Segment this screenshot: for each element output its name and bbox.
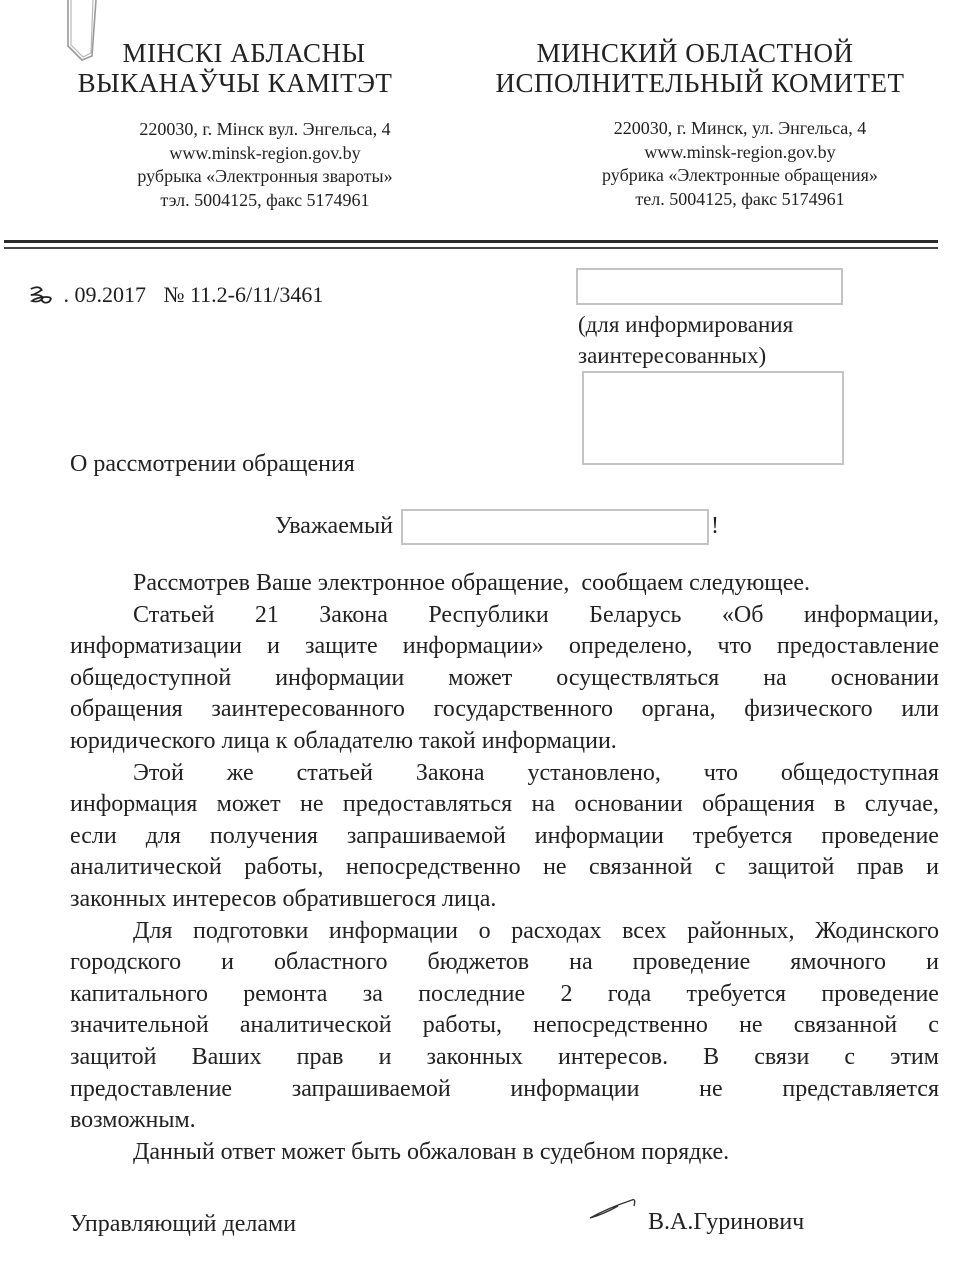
body-word: и bbox=[378, 1044, 392, 1070]
body-word: и bbox=[267, 633, 280, 660]
body-word: в bbox=[834, 791, 846, 818]
body-word: информации» bbox=[402, 633, 544, 660]
body-line bbox=[133, 568, 939, 600]
redacted-recipient-name bbox=[576, 268, 843, 305]
body-word: районных, bbox=[687, 917, 795, 944]
redacted-recipient-address bbox=[582, 371, 844, 465]
body-word: прав bbox=[856, 854, 904, 881]
body-word: для bbox=[145, 822, 181, 849]
body-word: же bbox=[226, 759, 254, 786]
body-word: года bbox=[607, 980, 652, 1007]
signatory-position: Управляющий делами bbox=[70, 1211, 297, 1237]
body-word: защите bbox=[305, 633, 378, 660]
body-line bbox=[70, 947, 939, 979]
body-word: общедоступной bbox=[70, 664, 232, 691]
body-line bbox=[133, 758, 939, 790]
handwritten-day bbox=[27, 283, 61, 308]
body-word: информация bbox=[70, 791, 198, 818]
body-word: 21 bbox=[254, 601, 279, 628]
body-line bbox=[70, 979, 939, 1011]
greeting bbox=[275, 509, 719, 545]
body-word: городского bbox=[70, 949, 182, 976]
body-text: законных интересов обратившегося лица. bbox=[70, 886, 497, 912]
body-word: что bbox=[703, 759, 739, 786]
body-word: что bbox=[717, 633, 752, 660]
body-word: и bbox=[926, 949, 939, 976]
body-word: последние bbox=[418, 980, 526, 1007]
body-word: ямочного bbox=[790, 949, 887, 976]
body-word: на bbox=[763, 664, 787, 691]
body-word: Республики bbox=[428, 601, 549, 628]
body-word: не bbox=[300, 791, 324, 818]
body-word: защитой bbox=[747, 854, 835, 881]
address-ru: 220030, г. Минск, ул. Энгельса, 4 bbox=[613, 118, 867, 138]
body-line bbox=[70, 694, 939, 726]
body-word: на bbox=[569, 949, 593, 976]
body-word: аналитической bbox=[239, 1012, 392, 1039]
body-word: капитального bbox=[70, 980, 208, 1007]
greeting-suffix: ! bbox=[711, 513, 719, 540]
body-word: предоставляться bbox=[342, 791, 513, 818]
body-word: получения bbox=[209, 822, 318, 849]
body-line bbox=[70, 884, 939, 916]
body-text: Данный ответ может быть обжалован в судебном порядке. bbox=[133, 1138, 730, 1165]
body-word: информации, bbox=[803, 601, 939, 628]
body-word: может bbox=[216, 791, 281, 818]
body-word: 2 bbox=[560, 980, 573, 1007]
body-word: проведение bbox=[821, 980, 939, 1007]
body-word: может bbox=[448, 664, 513, 691]
body-word: проведение bbox=[821, 822, 939, 849]
body-word: не bbox=[739, 1012, 763, 1039]
body-word: законных bbox=[426, 1044, 523, 1070]
body-word: информатизации bbox=[70, 633, 242, 660]
body-word: Этой bbox=[133, 759, 184, 786]
body-word: значительной bbox=[70, 1012, 209, 1039]
body-word: защитой bbox=[70, 1044, 157, 1070]
body-word: аналитической bbox=[70, 854, 222, 881]
body-word: государственного bbox=[433, 696, 613, 723]
body-line bbox=[70, 1074, 939, 1106]
body-line bbox=[70, 789, 939, 821]
body-word: расходах bbox=[511, 917, 602, 944]
body-text: Рассмотрев Ваше электронное обращение, сообщаем следующее. bbox=[133, 570, 811, 596]
body-word: на bbox=[531, 791, 556, 818]
rubric-ru: рубрика «Электронные обращения» bbox=[602, 165, 878, 185]
body-text: юридического лица к обладателю такой информации. bbox=[70, 728, 617, 754]
body-word: Закона bbox=[415, 759, 485, 786]
body-word: бюджетов bbox=[427, 949, 530, 976]
body-word: Для bbox=[133, 917, 173, 944]
org-name-by-line1: МІНСКІ АБЛАСНЫ bbox=[122, 38, 366, 68]
body-word: непосредственно bbox=[533, 1012, 708, 1039]
body-word: работы, bbox=[244, 854, 324, 881]
body-line bbox=[70, 1010, 939, 1042]
body-word: ремонта bbox=[243, 980, 328, 1007]
handwritten-day-icon bbox=[27, 285, 61, 305]
body-word: запрашиваемой bbox=[291, 1075, 451, 1102]
body-word: органа, bbox=[641, 696, 716, 723]
website-ru: www.minsk-region.gov.by bbox=[644, 141, 836, 162]
header-right bbox=[470, 38, 930, 98]
body-word: В bbox=[703, 1044, 720, 1070]
body-word: требуется bbox=[692, 822, 793, 849]
body-word: требуется bbox=[686, 980, 787, 1007]
body-word: Беларусь bbox=[589, 601, 682, 628]
body-text: возможным. bbox=[70, 1107, 196, 1134]
body-word: информации bbox=[275, 664, 405, 691]
body-word: и bbox=[221, 949, 234, 976]
header-divider-thin bbox=[4, 247, 938, 249]
body-word: связанной bbox=[589, 854, 693, 881]
handwritten-signature-icon bbox=[588, 1194, 638, 1224]
body-word: с bbox=[928, 1012, 939, 1039]
body-word: связанной bbox=[793, 1012, 898, 1039]
body-word: не bbox=[543, 854, 567, 881]
body-line bbox=[70, 821, 939, 853]
body-word: или bbox=[901, 696, 939, 723]
body-word: заинтересованного bbox=[211, 696, 405, 723]
body-word: основании bbox=[830, 664, 939, 691]
address-by: 220030, г. Мінск вул. Энгельса, 4 bbox=[139, 119, 391, 139]
body-word: информации bbox=[534, 822, 664, 849]
body-word: связи bbox=[754, 1044, 810, 1070]
header-left-contacts bbox=[60, 118, 470, 212]
body-word: предоставление bbox=[776, 633, 939, 660]
body-word: и bbox=[926, 854, 939, 881]
redacted-addressee-name bbox=[401, 509, 709, 545]
body-line bbox=[70, 663, 939, 695]
recipient-note-line1: (для информирования bbox=[578, 312, 794, 337]
body-word: этим bbox=[890, 1044, 939, 1070]
document-date-number bbox=[30, 282, 323, 308]
document-number: № 11.2-6/11/3461 bbox=[163, 282, 324, 307]
header-right-contacts bbox=[530, 117, 950, 211]
body-word: представляется bbox=[782, 1075, 939, 1102]
body-line bbox=[70, 852, 939, 884]
body-word: случае, bbox=[864, 791, 939, 818]
body-word: обращения bbox=[70, 696, 183, 723]
recipient-note bbox=[578, 309, 793, 371]
recipient-note-line2: заинтересованных) bbox=[578, 343, 767, 368]
document-date: . 09.2017 bbox=[63, 282, 146, 307]
body-line bbox=[70, 1105, 939, 1137]
greeting-prefix: Уважаемый bbox=[275, 513, 393, 540]
body-word: с bbox=[844, 1044, 856, 1070]
body-word: Статьей bbox=[133, 601, 215, 628]
body-word: запрашиваемой bbox=[346, 822, 506, 849]
website-by: www.minsk-region.gov.by bbox=[169, 142, 361, 163]
body-word: предоставление bbox=[70, 1075, 233, 1102]
body-word: статьей bbox=[296, 759, 373, 786]
body-word: не bbox=[699, 1075, 723, 1102]
body-word: если bbox=[70, 822, 117, 849]
org-name-ru-line1: МИНСКИЙ ОБЛАСТНОЙ bbox=[536, 38, 854, 68]
body-line bbox=[133, 1137, 939, 1169]
phone-ru: тел. 5004125, факс 5174961 bbox=[635, 188, 845, 209]
body-word: определено, bbox=[568, 633, 693, 660]
body-word: всех bbox=[622, 917, 667, 944]
body-word: общедоступная bbox=[780, 759, 939, 786]
org-name-by-line2: ВЫКАНАЎЧЫ КАМІТЭТ bbox=[77, 68, 393, 98]
body-word: обращения bbox=[702, 791, 815, 818]
body-word: информации bbox=[328, 917, 459, 944]
body-word: осуществляться bbox=[556, 664, 720, 691]
body-word: Жодинского bbox=[815, 917, 939, 944]
phone-by: тэл. 5004125, факс 5174961 bbox=[160, 189, 370, 210]
letter-subject: О рассмотрении обращения bbox=[70, 451, 355, 477]
body-word: областного bbox=[274, 949, 388, 976]
body-word: за bbox=[362, 980, 383, 1007]
body-word: проведение bbox=[632, 949, 751, 976]
body-word: работы, bbox=[422, 1012, 502, 1039]
body-line bbox=[133, 600, 939, 632]
rubric-by: рубрыка «Электронныя звароты» bbox=[137, 166, 393, 186]
org-name-ru-line2: ИСПОЛНИТЕЛЬНЫЙ КОМИТЕТ bbox=[495, 68, 905, 98]
body-line bbox=[133, 916, 939, 948]
body-word: физического bbox=[744, 696, 873, 723]
body-word: подготовки bbox=[193, 917, 309, 944]
body-word: Ваших bbox=[191, 1044, 262, 1070]
body-word: основании bbox=[574, 791, 683, 818]
body-word: о bbox=[478, 917, 491, 944]
body-word: с bbox=[714, 854, 726, 881]
body-line bbox=[70, 631, 939, 663]
body-word: прав bbox=[296, 1044, 344, 1070]
body-line bbox=[70, 1042, 939, 1074]
body-word: интересов. bbox=[558, 1044, 669, 1070]
body-word: Закона bbox=[319, 601, 388, 628]
signatory-name: В.А.Гуринович bbox=[648, 1209, 805, 1235]
body-word: информации bbox=[510, 1075, 640, 1102]
header-left bbox=[30, 38, 440, 98]
body-word: установлено, bbox=[527, 759, 661, 786]
body-word: «Об bbox=[721, 601, 764, 628]
header-divider-thick bbox=[4, 240, 938, 243]
body-line bbox=[70, 726, 939, 758]
body-word: непосредственно bbox=[345, 854, 521, 881]
